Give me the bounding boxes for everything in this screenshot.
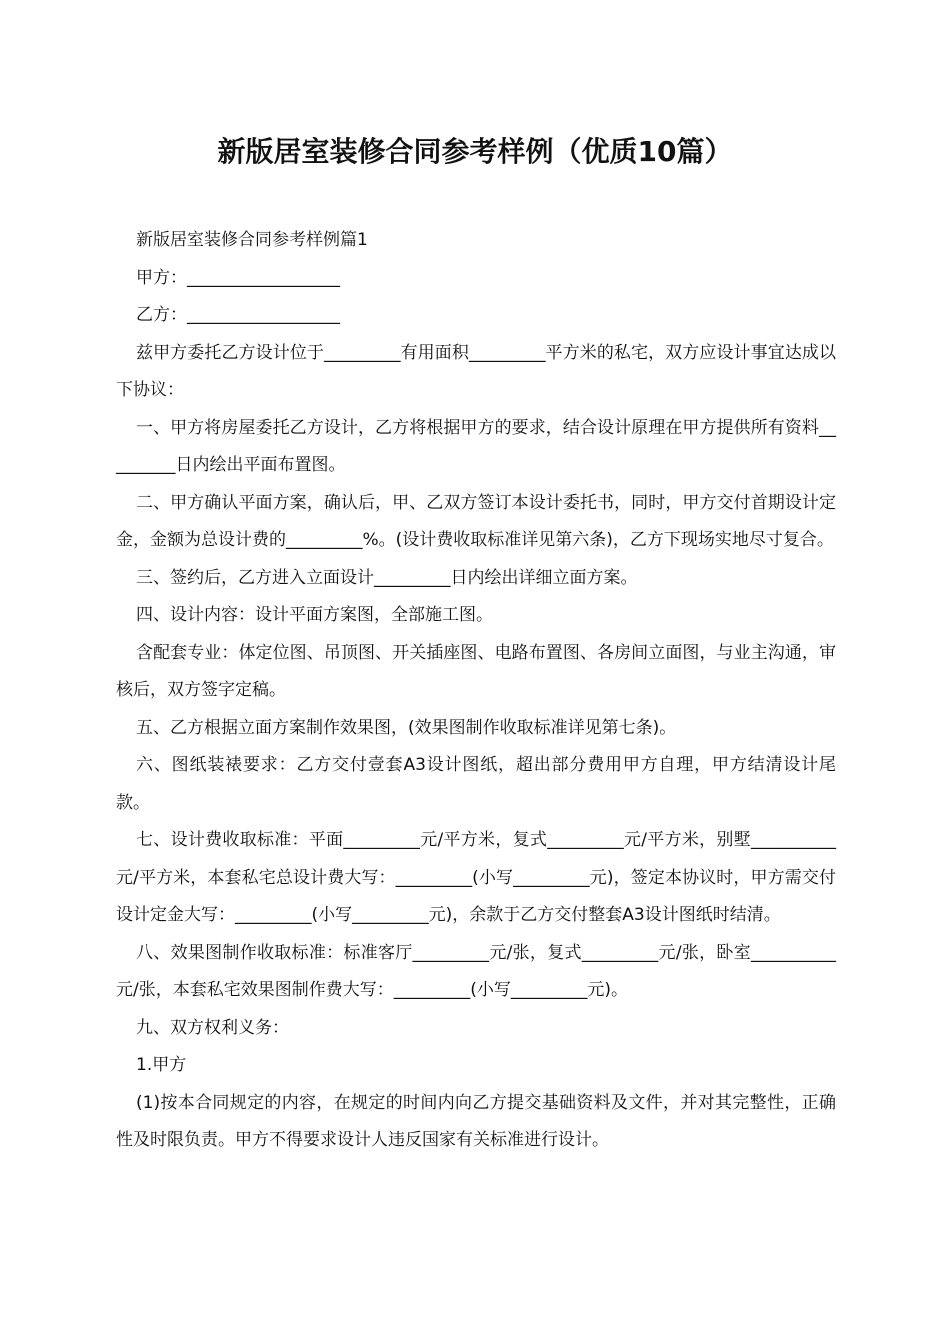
party-a-line: 甲方：__________________ xyxy=(136,267,340,288)
intro-paragraph: 兹甲方委托乙方设计位于_________有用面积_________平方米的私宅，双方应设计事宜达成以下协议： xyxy=(116,342,836,400)
clause-9-party-a: 1.甲方 xyxy=(136,1055,187,1075)
clause-4-detail: 含配套专业：体定位图、吊顶图、开关插座图、电路布置图、各房间立面图，与业主沟通，审核后，双方签字定稿。 xyxy=(116,642,836,700)
clause-8: 八、效果图制作收取标准：标准客厅_________元/张，复式_________元/张，卧室__________元/张，本套私宅效果图制作费大写：_________(小写_________元)。 xyxy=(116,942,836,1000)
clause-4: 四、设计内容：设计平面方案图，全部施工图。 xyxy=(136,605,493,625)
document-body xyxy=(116,222,836,1160)
party-b-line: 乙方：__________________ xyxy=(136,305,340,325)
clause-7: 七、设计费收取标准：平面_________元/平方米，复式_________元/平方米，别墅__________元/平方米，本套私宅总设计费大写：_________(小写_________元)，签定本协议时，甲方需交付设计定金大写：_________(小写_________元)，余款于乙方交付整套A3设计图纸时结清。 xyxy=(116,830,836,925)
clause-1: 一、甲方将房屋委托乙方设计，乙方将根据甲方的要求，结合设计原理在甲方提供所有资料_________日内绘出平面布置图。 xyxy=(116,417,836,475)
clause-6: 六、图纸装裱要求：乙方交付壹套A3设计图纸，超出部分费用甲方自理，甲方结清设计尾款。 xyxy=(116,755,836,813)
clause-9-party-a-item-1: (1)按本合同规定的内容，在规定的时间内向乙方提交基础资料及文件，并对其完整性，正确性及时限负责。甲方不得要求设计人违反国家有关标准进行设计。 xyxy=(116,1092,836,1150)
clause-5: 五、乙方根据立面方案制作效果图，(效果图制作收取标准详见第七条)。 xyxy=(136,717,677,738)
clause-2: 二、甲方确认平面方案，确认后，甲、乙双方签订本设计委托书，同时，甲方交付首期设计定金，金额为总设计费的_________%。(设计费收取标准详见第六条)，乙方下现场实地尽寸复合。 xyxy=(116,492,836,550)
document-title: 新版居室装修合同参考样例（优质10篇） xyxy=(217,135,733,168)
section-heading: 新版居室装修合同参考样例篇1 xyxy=(136,230,368,250)
clause-3: 三、签约后，乙方进入立面设计_________日内绘出详细立面方案。 xyxy=(136,567,638,588)
clause-9: 九、双方权利义务： xyxy=(136,1017,289,1038)
